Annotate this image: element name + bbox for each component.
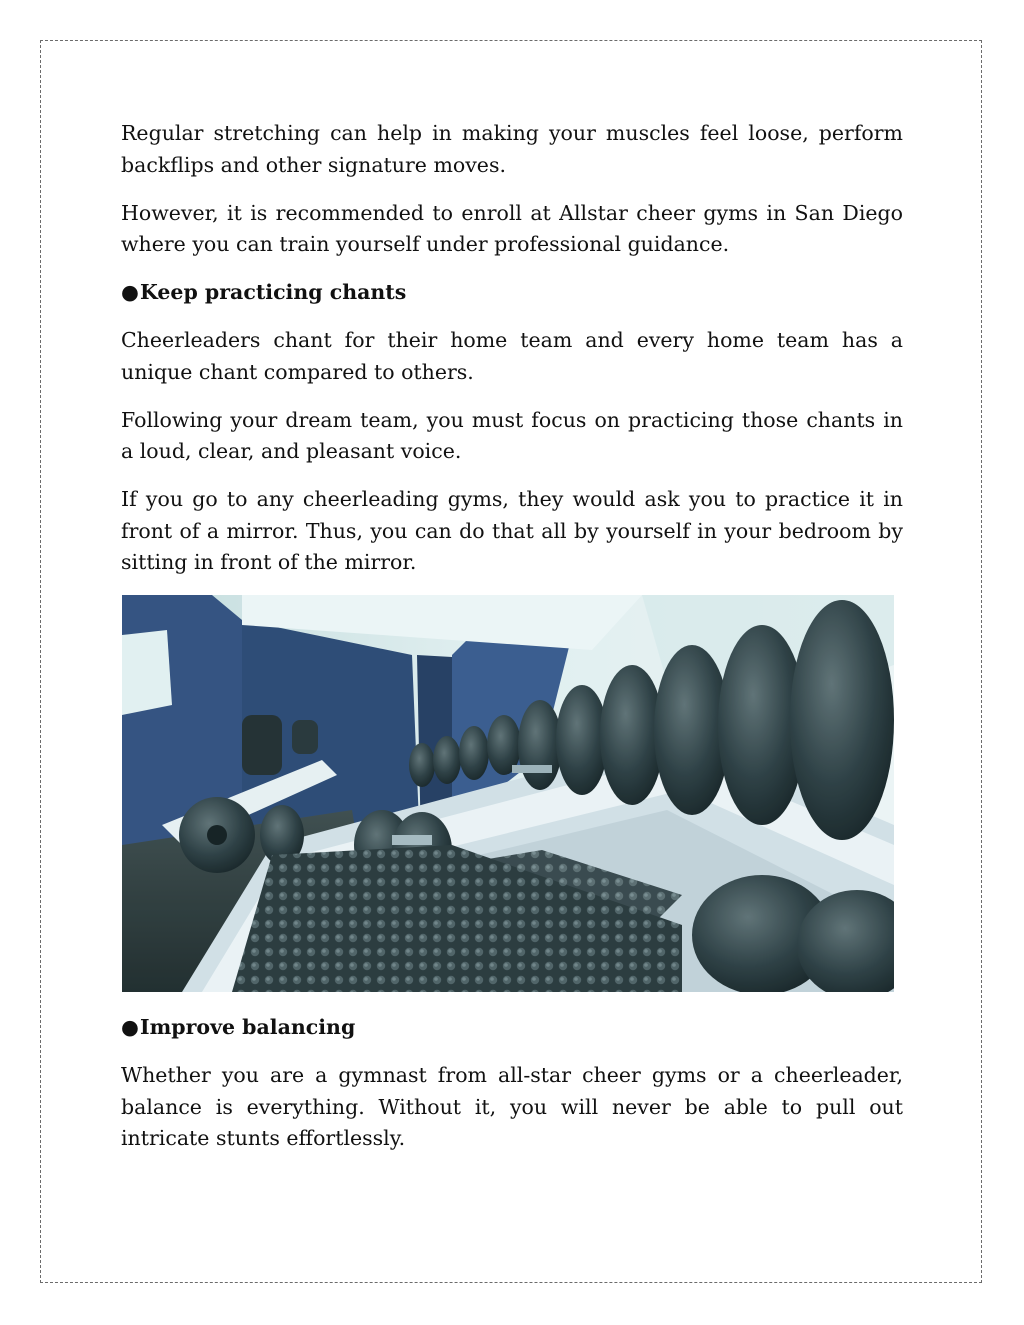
paragraph-stretching: Regular stretching can help in making your muscles feel loose, perform backflips and other signature moves.	[121, 121, 903, 177]
paragraph-enroll: However, it is recommended to enroll at Allstar cheer gyms in San Diego where you can train yourself under professional guidance.	[121, 200, 903, 256]
paragraph-chants-3: If you go to any cheerleading gyms, they would ask you to practice it in front of a mirror. Thus, you can do that all by yourself in your bedroom by sitting in front of the mirror.	[121, 487, 903, 574]
paragraph-balancing: Whether you are a gymnast from all-star cheer gyms or a cheerleader, balance is everything. Without it, you will never be able to pull out intricate stunts effortlessly.	[121, 1063, 903, 1150]
heading-text: Keep practicing chants	[140, 280, 407, 304]
heading-improve-balancing	[121, 1012, 903, 1044]
heading-keep-practicing-chants	[121, 277, 903, 309]
gym-dumbbell-photo	[122, 595, 894, 992]
paragraph-chants-2: Following your dream team, you must focus on practicing those chants in a loud, clear, and pleasant voice.	[121, 407, 903, 463]
document-body	[121, 118, 903, 1171]
bullet-icon: ●	[121, 280, 139, 304]
paragraph-chants-1: Cheerleaders chant for their home team and every home team has a unique chant compared to others.	[121, 328, 903, 384]
heading-text: Improve balancing	[140, 1015, 356, 1039]
bullet-icon: ●	[121, 1015, 139, 1039]
